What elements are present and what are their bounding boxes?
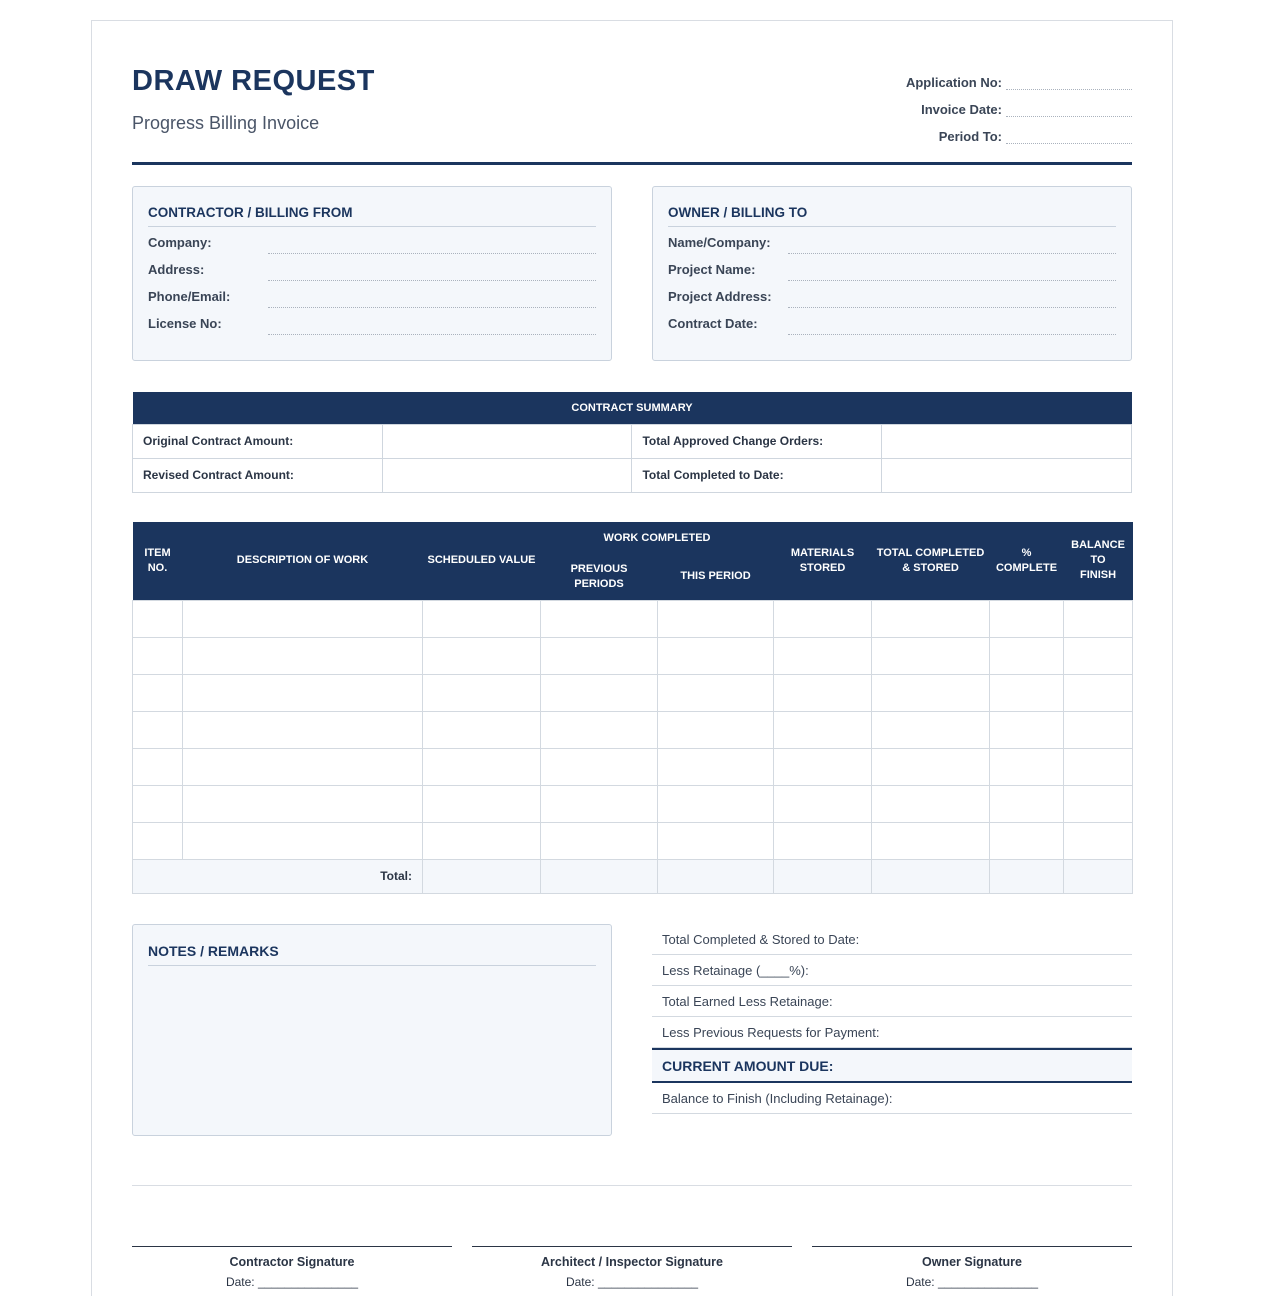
change-orders-label: Total Approved Change Orders: — [632, 424, 882, 458]
owner-title: OWNER / BILLING TO — [668, 187, 1116, 227]
cell[interactable] — [183, 600, 423, 637]
owner-name-label: Name/Company: — [668, 235, 771, 250]
cell[interactable] — [658, 637, 774, 674]
table-row — [133, 600, 1133, 637]
cell[interactable] — [872, 600, 990, 637]
col-this-period: THIS PERIOD — [658, 554, 774, 600]
contractor-title: CONTRACTOR / BILLING FROM — [148, 187, 596, 227]
cell[interactable] — [872, 822, 990, 859]
col-item-no — [133, 522, 183, 600]
cell[interactable] — [423, 785, 541, 822]
contract-summary-title: CONTRACT SUMMARY — [133, 392, 1132, 424]
total-previous-periods[interactable] — [541, 859, 658, 893]
contractor-phone-row — [148, 281, 596, 308]
col-balance-to-finish — [1064, 522, 1133, 600]
contractor-license-label: License No: — [148, 316, 222, 331]
owner-project-name-field[interactable] — [788, 263, 1116, 281]
header-divider — [132, 162, 1132, 165]
cell[interactable] — [774, 748, 872, 785]
cell[interactable] — [990, 674, 1064, 711]
cell[interactable] — [1064, 637, 1133, 674]
cell[interactable] — [774, 600, 872, 637]
col-description: DESCRIPTION OF WORK — [183, 522, 423, 600]
total-earned-line: Total Earned Less Retainage: — [652, 986, 1132, 1017]
contract-summary-table — [132, 392, 1132, 493]
cell[interactable] — [990, 785, 1064, 822]
col-percent-line1: % — [1021, 546, 1032, 559]
balance-to-finish-line: Balance to Finish (Including Retainage): — [652, 1083, 1132, 1114]
less-retainage-line: Less Retainage (____%): — [652, 955, 1132, 986]
contractor-address-row — [148, 254, 596, 281]
cell[interactable] — [658, 748, 774, 785]
col-balance-line2: TO — [1090, 554, 1106, 567]
invoice-date-field[interactable] — [1006, 101, 1132, 117]
col-materials-stored — [774, 522, 872, 600]
cell[interactable] — [423, 748, 541, 785]
owner-box — [652, 186, 1132, 361]
cell[interactable] — [541, 600, 658, 637]
cell[interactable] — [990, 600, 1064, 637]
owner-name-field[interactable] — [788, 236, 1116, 254]
table-row — [133, 711, 1133, 748]
contractor-phone-field[interactable] — [268, 290, 596, 308]
payment-totals — [652, 924, 1132, 1114]
cell[interactable] — [872, 711, 990, 748]
cell[interactable] — [990, 748, 1064, 785]
table-row — [133, 822, 1133, 859]
owner-name-row — [668, 227, 1116, 254]
total-label: Total: — [133, 859, 423, 893]
owner-signature-date: Date: _______________ — [905, 1275, 1039, 1289]
cell[interactable] — [423, 711, 541, 748]
cell[interactable] — [658, 600, 774, 637]
notes-title: NOTES / REMARKS — [148, 925, 596, 966]
architect-signature-date: Date: _______________ — [565, 1275, 699, 1289]
total-balance-to-finish[interactable] — [1064, 859, 1133, 893]
col-balance-line1: BALANCE — [1071, 539, 1125, 552]
contractor-signature-date: Date: _______________ — [225, 1275, 359, 1289]
contractor-address-field[interactable] — [268, 263, 596, 281]
cell[interactable] — [541, 785, 658, 822]
cell[interactable] — [183, 637, 423, 674]
cell[interactable] — [133, 785, 183, 822]
table-row — [133, 674, 1133, 711]
table-row — [133, 637, 1133, 674]
invoice-date-row — [832, 90, 1132, 117]
col-item-no-line1: ITEM — [144, 546, 171, 559]
owner-project-name-label: Project Name: — [668, 262, 756, 277]
total-percent-complete[interactable] — [990, 859, 1064, 893]
col-materials-line1: MATERIALS — [790, 546, 855, 559]
work-schedule-table — [132, 522, 1133, 894]
cell[interactable] — [1064, 748, 1133, 785]
owner-project-address-row — [668, 281, 1116, 308]
col-scheduled-value: SCHEDULED VALUE — [423, 522, 541, 600]
cell[interactable] — [541, 711, 658, 748]
revised-amount-label: Revised Contract Amount: — [133, 458, 383, 492]
completed-to-date-label: Total Completed to Date: — [632, 458, 882, 492]
signature-divider — [132, 1185, 1132, 1186]
cell[interactable] — [872, 785, 990, 822]
cell[interactable] — [1064, 600, 1133, 637]
page-subtitle: Progress Billing Invoice — [132, 113, 320, 133]
invoice-date-label: Invoice Date: — [921, 102, 1002, 117]
cell[interactable] — [658, 711, 774, 748]
col-balance-line3: FINISH — [1079, 569, 1117, 582]
cell[interactable] — [1064, 711, 1133, 748]
page-title: DRAW REQUEST — [132, 65, 375, 97]
cell[interactable] — [183, 711, 423, 748]
cell[interactable] — [423, 822, 541, 859]
cell[interactable] — [774, 674, 872, 711]
period-to-field[interactable] — [1006, 128, 1132, 144]
cell[interactable] — [990, 637, 1064, 674]
cell[interactable] — [990, 822, 1064, 859]
summary-row — [133, 458, 1132, 492]
cell[interactable] — [133, 822, 183, 859]
owner-contract-date-field[interactable] — [788, 317, 1116, 335]
cell[interactable] — [133, 600, 183, 637]
col-materials-line2: STORED — [799, 561, 846, 574]
contractor-signature[interactable] — [132, 1246, 452, 1289]
summary-row — [133, 424, 1132, 458]
application-no-field[interactable] — [1006, 74, 1132, 90]
contractor-license-row — [148, 308, 596, 335]
col-percent-line2: COMPLETE — [995, 561, 1058, 574]
contractor-company-label: Company: — [148, 235, 212, 250]
owner-project-name-row — [668, 254, 1116, 281]
period-to-row — [832, 117, 1132, 144]
current-amount-due-line: CURRENT AMOUNT DUE: — [652, 1048, 1132, 1083]
contractor-phone-label: Phone/Email: — [148, 289, 231, 304]
cell[interactable] — [541, 637, 658, 674]
cell[interactable] — [541, 674, 658, 711]
cell[interactable] — [133, 748, 183, 785]
col-total-line2: & STORED — [902, 561, 959, 574]
owner-project-address-label: Project Address: — [668, 289, 772, 304]
total-this-period[interactable] — [658, 859, 774, 893]
cell[interactable] — [133, 637, 183, 674]
cell[interactable] — [423, 674, 541, 711]
application-no-label: Application No: — [905, 75, 1002, 90]
contractor-company-field[interactable] — [268, 236, 596, 254]
less-previous-requests-line: Less Previous Requests for Payment: — [652, 1017, 1132, 1048]
cell[interactable] — [541, 822, 658, 859]
contractor-company-row — [148, 227, 596, 254]
cell[interactable] — [423, 600, 541, 637]
cell[interactable] — [423, 637, 541, 674]
table-row — [133, 785, 1133, 822]
owner-signature-label: Owner Signature — [921, 1255, 1023, 1269]
architect-signature-label: Architect / Inspector Signature — [541, 1255, 723, 1269]
original-amount-label: Original Contract Amount: — [133, 424, 383, 458]
col-item-no-line2: NO. — [147, 561, 168, 574]
cell[interactable] — [774, 711, 872, 748]
col-previous-periods — [541, 554, 658, 600]
cell[interactable] — [183, 748, 423, 785]
owner-project-address-field[interactable] — [788, 290, 1116, 308]
revised-amount-field[interactable] — [382, 458, 632, 492]
cell[interactable] — [1064, 822, 1133, 859]
cell[interactable] — [872, 637, 990, 674]
col-previous-line2: PERIODS — [574, 577, 624, 590]
cell[interactable] — [183, 785, 423, 822]
owner-contract-date-row — [668, 308, 1116, 335]
cell[interactable] — [774, 637, 872, 674]
architect-signature[interactable] — [472, 1246, 792, 1289]
header-fields — [832, 63, 1132, 144]
col-total-line1: TOTAL COMPLETED — [876, 546, 985, 559]
cell[interactable] — [133, 711, 183, 748]
cell[interactable] — [658, 822, 774, 859]
application-no-row — [832, 63, 1132, 90]
col-previous-line1: PREVIOUS — [570, 562, 628, 575]
original-amount-field[interactable] — [382, 424, 632, 458]
invoice-page — [91, 20, 1173, 1296]
completed-to-date-field[interactable] — [882, 458, 1132, 492]
col-total-completed — [872, 522, 990, 600]
change-orders-field[interactable] — [882, 424, 1132, 458]
contractor-address-label: Address: — [148, 262, 205, 277]
contractor-license-field[interactable] — [268, 317, 596, 335]
notes-box[interactable] — [132, 924, 612, 1136]
total-row — [133, 859, 1133, 893]
cell[interactable] — [872, 748, 990, 785]
cell[interactable] — [658, 785, 774, 822]
contractor-signature-label: Contractor Signature — [229, 1255, 355, 1269]
owner-contract-date-label: Contract Date: — [668, 316, 758, 331]
total-completed-stored[interactable] — [872, 859, 990, 893]
cell[interactable] — [1064, 674, 1133, 711]
cell[interactable] — [872, 674, 990, 711]
cell[interactable] — [990, 711, 1064, 748]
total-completed-stored-line: Total Completed & Stored to Date: — [652, 924, 1132, 955]
cell[interactable] — [183, 822, 423, 859]
owner-signature[interactable] — [812, 1246, 1132, 1289]
cell[interactable] — [774, 822, 872, 859]
table-row — [133, 748, 1133, 785]
period-to-label: Period To: — [938, 129, 1002, 144]
cell[interactable] — [1064, 785, 1133, 822]
contractor-box — [132, 186, 612, 361]
cell[interactable] — [183, 674, 423, 711]
cell[interactable] — [541, 748, 658, 785]
total-scheduled-value[interactable] — [423, 859, 541, 893]
total-materials-stored[interactable] — [774, 859, 872, 893]
col-percent-complete — [990, 522, 1064, 600]
col-work-completed: WORK COMPLETED — [541, 522, 774, 554]
cell[interactable] — [774, 785, 872, 822]
cell[interactable] — [658, 674, 774, 711]
cell[interactable] — [133, 674, 183, 711]
